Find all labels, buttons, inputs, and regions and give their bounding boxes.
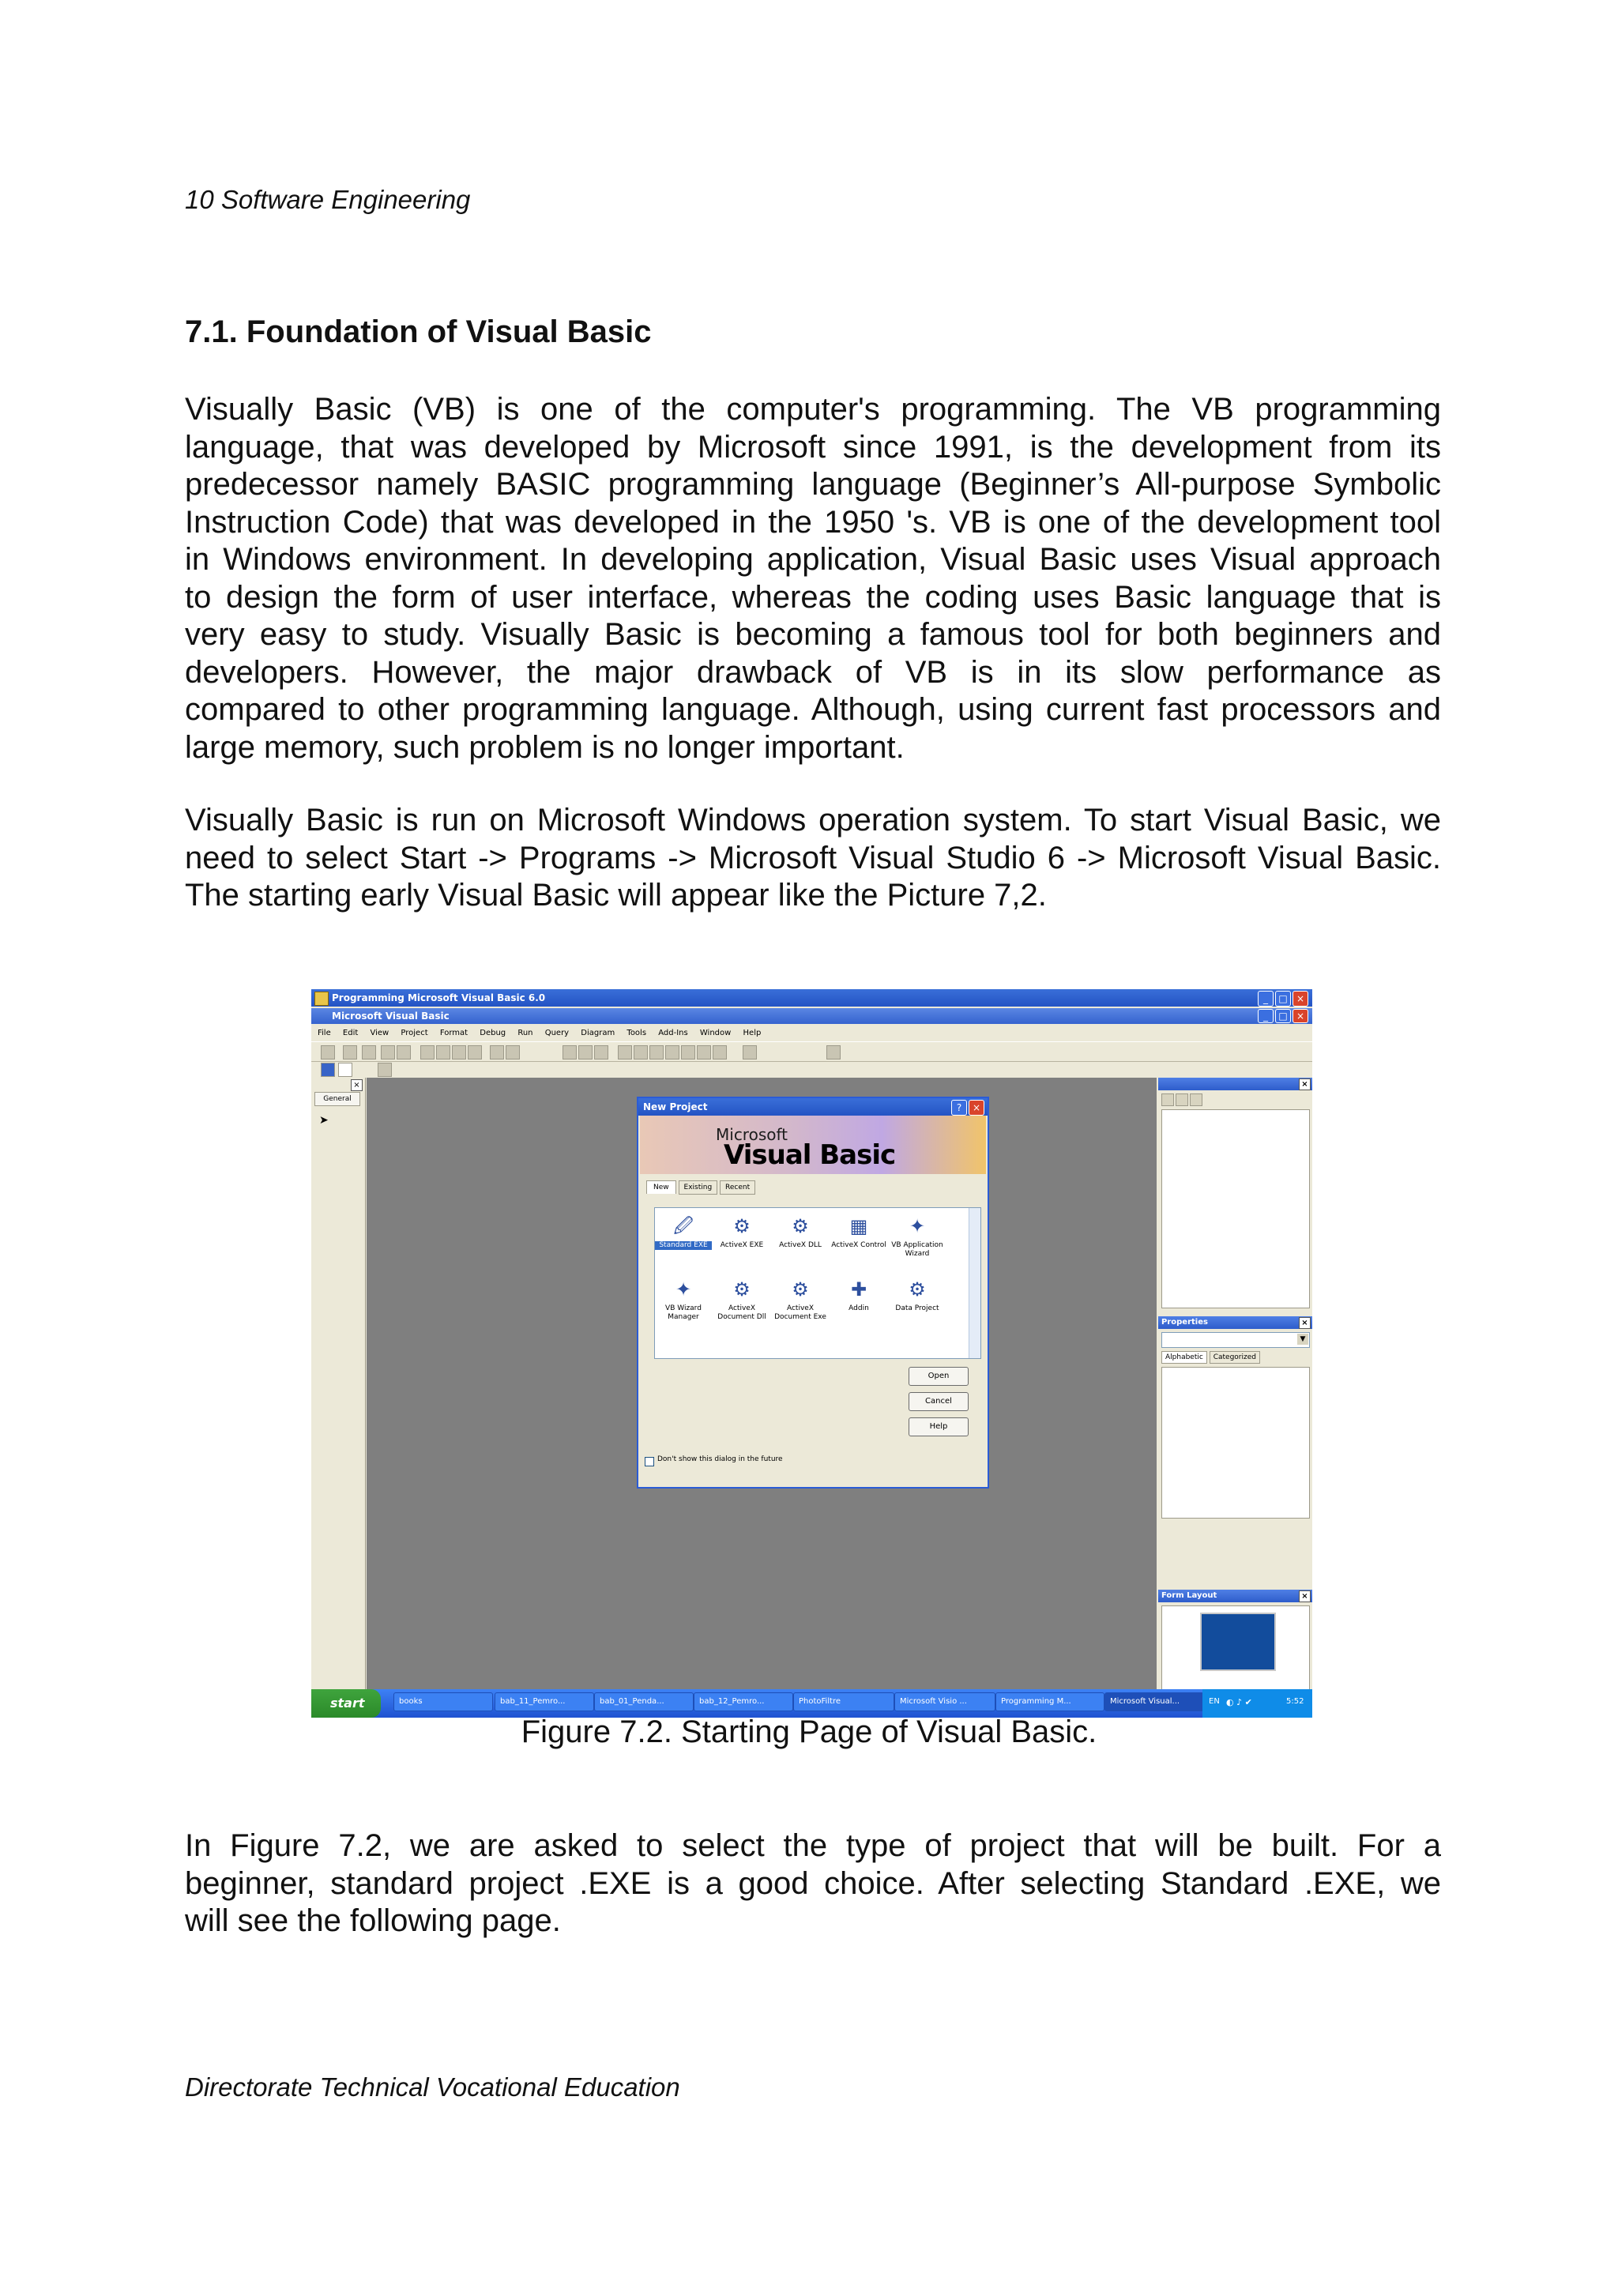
project-standard-exe[interactable]: 🖉 Standard EXE bbox=[655, 1214, 712, 1250]
dialog-title-bar bbox=[638, 1098, 988, 1116]
text-line: predecessor namely BASIC programming language (Beginner’s All-purpose Symbolic bbox=[185, 467, 1441, 502]
menu-window[interactable]: Window bbox=[699, 1029, 732, 1037]
toggle-folders-icon[interactable] bbox=[1190, 1093, 1202, 1106]
start-button[interactable]: start bbox=[311, 1689, 381, 1718]
dont-show-label: Don't show this dialog in the future bbox=[657, 1455, 783, 1463]
text-line: Instruction Code) that was developed in the 1950 's. VB is one of the development tool bbox=[185, 504, 1441, 540]
menu-tools[interactable]: Tools bbox=[627, 1029, 647, 1037]
project-activex-dll[interactable]: ⚙ ActiveX DLL bbox=[779, 1215, 822, 1249]
redo-icon[interactable] bbox=[506, 1045, 520, 1060]
menu-view[interactable]: View bbox=[370, 1029, 389, 1037]
project-activex-document-exe[interactable]: ⚙ ActiveX Document Exe bbox=[774, 1278, 826, 1321]
text-line: The starting early Visual Basic will appear like the Picture 7,2. bbox=[185, 878, 1047, 913]
menu-query[interactable]: Query bbox=[544, 1029, 570, 1037]
taskbar bbox=[311, 1689, 1312, 1718]
menu-diagram[interactable]: Diagram bbox=[581, 1029, 615, 1037]
object-browser-icon[interactable] bbox=[665, 1045, 679, 1060]
pointer-icon[interactable]: ➤ bbox=[319, 1114, 329, 1127]
minimize-icon[interactable]: _ bbox=[1258, 1009, 1274, 1023]
app-icon bbox=[314, 992, 329, 1006]
toolbar-row-2 bbox=[311, 1061, 1312, 1077]
tab-new[interactable]: New bbox=[646, 1180, 676, 1194]
data-project-icon: ⚙ bbox=[909, 1278, 926, 1300]
view-object-icon[interactable] bbox=[1176, 1093, 1188, 1106]
wizard-manager-icon: ✦ bbox=[675, 1278, 692, 1300]
menu-project[interactable]: Project bbox=[401, 1029, 428, 1037]
vb-banner bbox=[640, 1116, 986, 1174]
tab-alphabetic[interactable]: Alphabetic bbox=[1161, 1351, 1207, 1364]
stop-icon[interactable] bbox=[594, 1045, 608, 1060]
taskbar-item[interactable]: bab_12_Pemro... bbox=[694, 1692, 793, 1711]
run-icon[interactable] bbox=[563, 1045, 577, 1060]
project-vb-wizard-manager[interactable]: ✦ VB Wizard Manager bbox=[665, 1278, 702, 1321]
position-icon[interactable] bbox=[743, 1045, 757, 1060]
project-explorer-icon[interactable] bbox=[618, 1045, 632, 1060]
undo-icon[interactable] bbox=[490, 1045, 504, 1060]
project-addin[interactable]: ✚ Addin bbox=[830, 1278, 887, 1313]
vb-screenshot-figure bbox=[311, 989, 1312, 1718]
properties-grid bbox=[1161, 1367, 1310, 1519]
properties-title: Properties bbox=[1161, 1318, 1208, 1327]
close-icon[interactable]: × bbox=[1293, 991, 1308, 1007]
help-icon[interactable]: ? bbox=[951, 1100, 967, 1116]
close-icon[interactable]: × bbox=[1293, 1009, 1308, 1023]
view-code-icon[interactable] bbox=[1161, 1093, 1174, 1106]
section-title: 7.1. Foundation of Visual Basic bbox=[185, 314, 652, 349]
tab-existing[interactable]: Existing bbox=[679, 1180, 718, 1195]
running-head: 10 Software Engineering bbox=[185, 185, 471, 214]
document-exe-icon: ⚙ bbox=[792, 1278, 809, 1300]
taskbar-item[interactable]: PhotoFiltre bbox=[793, 1692, 894, 1711]
dont-show-checkbox[interactable] bbox=[645, 1457, 654, 1466]
menu-run[interactable]: Run bbox=[517, 1029, 533, 1037]
menu-file[interactable]: File bbox=[318, 1029, 331, 1037]
menu-addins[interactable]: Add-Ins bbox=[658, 1029, 688, 1037]
page-footer: Directorate Technical Vocational Education bbox=[185, 2072, 680, 2102]
dialog-title: New Project bbox=[643, 1101, 708, 1112]
chevron-down-icon: ▼ bbox=[1297, 1334, 1308, 1345]
cut-icon[interactable] bbox=[420, 1045, 435, 1060]
text-line: language, that was developed by Microsoft since 1991, is the development from its bbox=[185, 429, 1441, 465]
paragraph-followup bbox=[185, 1827, 1441, 1940]
list-scrollbar[interactable] bbox=[969, 1208, 980, 1358]
save-icon[interactable] bbox=[397, 1045, 411, 1060]
help-icon[interactable] bbox=[378, 1063, 392, 1077]
menu-bar bbox=[318, 1026, 770, 1041]
text-line: compared to other programming language. Although, using current fast processors and bbox=[185, 692, 1441, 727]
form-layout-title: Form Layout bbox=[1161, 1591, 1217, 1600]
text-line: will see the following page. bbox=[185, 1903, 561, 1938]
inner-title-bar bbox=[311, 1008, 1312, 1024]
toolbox-icon[interactable] bbox=[681, 1045, 695, 1060]
tray-icons: ◐ ♪ ✔ bbox=[1226, 1697, 1252, 1707]
language-indicator[interactable]: EN bbox=[1209, 1697, 1220, 1706]
project-type-list bbox=[654, 1207, 981, 1359]
right-dock bbox=[1158, 1078, 1312, 1689]
toolbar bbox=[311, 1041, 1312, 1062]
text-line: beginner, standard project .EXE is a good choice. After selecting Standard .EXE, we bbox=[185, 1865, 1441, 1901]
close-icon[interactable]: × bbox=[969, 1100, 984, 1116]
paragraph-intro bbox=[185, 391, 1441, 766]
maximize-icon[interactable]: □ bbox=[1275, 1009, 1291, 1023]
project-data-project[interactable]: ⚙ Data Project bbox=[895, 1278, 939, 1312]
add-project-icon[interactable] bbox=[321, 1045, 335, 1060]
activex-exe-icon: ⚙ bbox=[733, 1215, 751, 1237]
open-icon[interactable] bbox=[381, 1045, 395, 1060]
maximize-icon[interactable]: □ bbox=[1275, 991, 1291, 1007]
outer-title-bar bbox=[311, 989, 1312, 1007]
copy-icon[interactable] bbox=[436, 1045, 450, 1060]
text-line: Visually Basic is run on Microsoft Windows operation system. To start Visual Basic, we bbox=[185, 803, 1441, 837]
activex-control-icon: ▦ bbox=[849, 1215, 868, 1237]
find-icon[interactable] bbox=[468, 1045, 482, 1060]
screen-preview bbox=[1200, 1613, 1276, 1671]
new-icon[interactable] bbox=[338, 1063, 352, 1077]
toolbox-tab-general[interactable]: General bbox=[314, 1092, 360, 1106]
help-button[interactable]: Help bbox=[909, 1417, 969, 1436]
activex-dll-icon: ⚙ bbox=[792, 1215, 809, 1237]
properties-header bbox=[1158, 1316, 1312, 1329]
open-button[interactable]: Open bbox=[909, 1367, 969, 1386]
text-line: Visually Basic (VB) is one of the computer's programming. The VB programming bbox=[185, 392, 1441, 427]
standard-exe-icon: 🖉 bbox=[673, 1215, 694, 1237]
component-manager-icon[interactable] bbox=[713, 1045, 727, 1060]
text-line: in Windows environment. In developing application, Visual Basic uses Visual approach bbox=[185, 542, 1441, 577]
taskbar-item[interactable]: bab_11_Pemro... bbox=[495, 1692, 594, 1711]
taskbar-item[interactable]: books bbox=[393, 1692, 493, 1711]
system-tray bbox=[1202, 1689, 1312, 1718]
addin-icon: ✚ bbox=[850, 1278, 867, 1300]
text-line: In Figure 7.2, we are asked to select the type of project that will be built. For a bbox=[185, 1828, 1441, 1863]
outer-title: Programming Microsoft Visual Basic 6.0 bbox=[332, 992, 546, 1003]
close-icon[interactable]: × bbox=[351, 1079, 363, 1091]
banner-microsoft: Microsoft bbox=[716, 1125, 788, 1144]
paste-icon[interactable] bbox=[452, 1045, 466, 1060]
text-line: very easy to study. Visually Basic is becoming a famous tool for both beginners and bbox=[185, 617, 1441, 652]
banner-visual-basic: Visual Basic bbox=[724, 1139, 896, 1171]
taskbar-item-active[interactable]: Microsoft Visual... bbox=[1104, 1692, 1204, 1711]
cancel-button[interactable]: Cancel bbox=[909, 1392, 969, 1411]
add-form-icon[interactable] bbox=[343, 1045, 357, 1060]
wizard-icon: ✦ bbox=[909, 1215, 926, 1237]
close-icon[interactable]: × bbox=[1299, 1590, 1311, 1602]
document-dll-icon: ⚙ bbox=[733, 1278, 751, 1300]
project-explorer-tree bbox=[1161, 1109, 1310, 1308]
toolbox-panel bbox=[311, 1078, 366, 1689]
properties-tabs bbox=[1161, 1351, 1260, 1364]
menu-debug[interactable]: Debug bbox=[480, 1029, 506, 1037]
close-icon[interactable]: × bbox=[1299, 1317, 1311, 1329]
taskbar-item[interactable]: Programming M... bbox=[995, 1692, 1104, 1711]
form-icon[interactable] bbox=[321, 1063, 335, 1077]
dialog-tabs bbox=[646, 1180, 755, 1196]
pause-icon[interactable] bbox=[578, 1045, 593, 1060]
tab-recent[interactable]: Recent bbox=[720, 1180, 755, 1195]
text-line: need to select Start -> Programs -> Microsoft Visual Studio 6 -> Microsoft Visual Basic. bbox=[185, 840, 1441, 875]
taskbar-item[interactable]: Microsoft Visio ... bbox=[894, 1692, 995, 1711]
menu-format[interactable]: Format bbox=[439, 1029, 468, 1037]
object-dropdown[interactable] bbox=[1161, 1332, 1310, 1348]
clock: 5:52 bbox=[1286, 1697, 1304, 1706]
form-layout-icon[interactable] bbox=[649, 1045, 664, 1060]
project-explorer-header bbox=[1158, 1078, 1312, 1090]
text-line: large memory, such problem is no longer important. bbox=[185, 729, 905, 765]
new-project-dialog bbox=[637, 1097, 989, 1489]
inner-title: Microsoft Visual Basic bbox=[332, 1011, 450, 1022]
menu-edit[interactable]: Edit bbox=[342, 1029, 359, 1037]
data-view-icon[interactable] bbox=[697, 1045, 711, 1060]
form-layout-header bbox=[1158, 1590, 1312, 1602]
project-activex-document-dll[interactable]: ⚙ ActiveX Document Dll bbox=[717, 1278, 766, 1321]
project-activex-exe[interactable]: ⚙ ActiveX EXE bbox=[720, 1215, 764, 1249]
form-layout-area bbox=[1161, 1605, 1310, 1691]
text-line: developers. However, the major drawback of VB is in its slow performance as bbox=[185, 654, 1441, 690]
menu-editor-icon[interactable] bbox=[362, 1045, 376, 1060]
minimize-icon[interactable]: _ bbox=[1258, 991, 1274, 1007]
paragraph-start bbox=[185, 802, 1441, 915]
menu-help[interactable]: Help bbox=[743, 1029, 762, 1037]
project-activex-control[interactable]: ▦ ActiveX Control bbox=[831, 1215, 886, 1249]
close-icon[interactable]: × bbox=[1299, 1078, 1311, 1090]
taskbar-item[interactable]: bab_01_Penda... bbox=[594, 1692, 694, 1711]
text-line: to design the form of user interface, whereas the coding uses Basic language that is bbox=[185, 579, 1441, 615]
size-icon[interactable] bbox=[826, 1045, 841, 1060]
properties-icon[interactable] bbox=[634, 1045, 648, 1060]
project-vb-app-wizard[interactable]: ✦ VB Application Wizard bbox=[891, 1215, 943, 1258]
tab-categorized[interactable]: Categorized bbox=[1210, 1351, 1260, 1364]
figure-caption: Figure 7.2. Starting Page of Visual Basic. bbox=[521, 1714, 1097, 1749]
